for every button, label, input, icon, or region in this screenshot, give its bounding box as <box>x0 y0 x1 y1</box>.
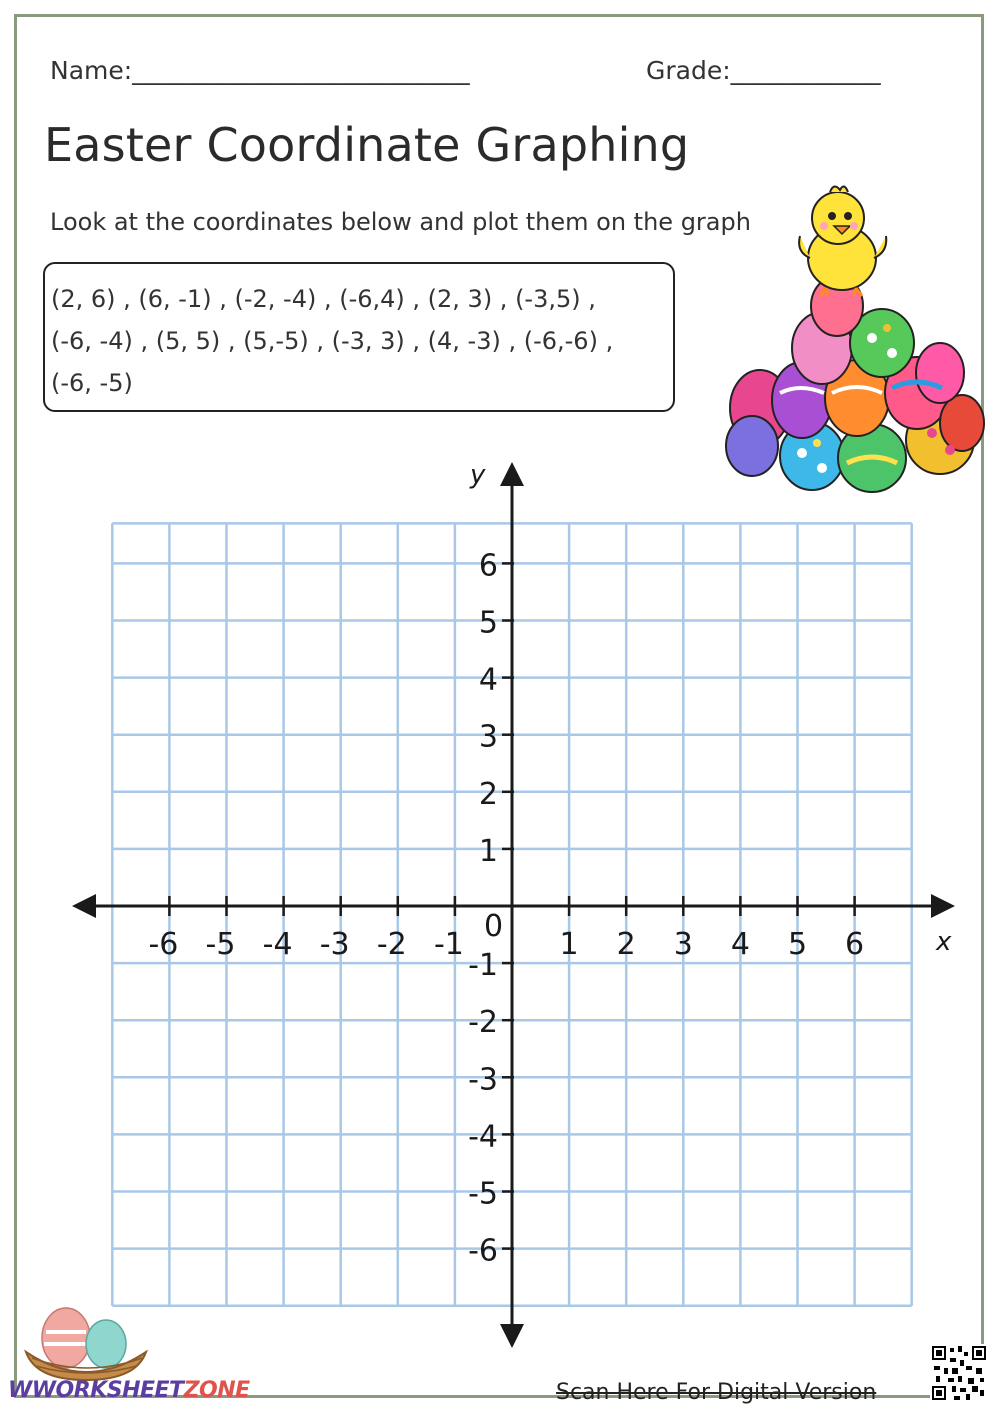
x-axis-arrow-right <box>931 894 955 918</box>
x-tick-label: 3 <box>673 927 693 962</box>
origin-label: 0 <box>484 909 504 944</box>
x-axis-label: x <box>936 927 952 957</box>
axes <box>72 462 955 1348</box>
y-tick-label: -4 <box>468 1119 498 1155</box>
x-tick-label: 5 <box>787 927 808 962</box>
y-tick-label: -2 <box>468 1005 498 1041</box>
instructions-text: Look at the coordinates below and plot them on the graph <box>50 208 751 236</box>
x-tick-label: 1 <box>559 927 579 962</box>
scan-here-text: Scan Here For Digital Version <box>556 1380 877 1405</box>
x-tick-label: 6 <box>845 927 865 962</box>
coordinates-line: (-6, -4) , (5, 5) , (5,-5) , (-3, 3) , (4, -3) , (-6,-6) , <box>51 327 614 355</box>
x-tick-label: -1 <box>433 927 464 962</box>
x-tick-label: -6 <box>148 927 179 962</box>
name-field[interactable]: Name:___________________________ <box>50 56 470 85</box>
y-tick-label: 4 <box>478 662 498 698</box>
logo-mark-icon: W <box>8 1378 32 1403</box>
coordinates-line: (2, 6) , (6, -1) , (-2, -4) , (-6,4) , (2, 3) , (-3,5) , <box>51 285 596 313</box>
y-axis-arrow-up <box>500 462 524 486</box>
worksheetzone-logo[interactable] <box>8 1378 250 1403</box>
x-tick-label: 4 <box>730 927 750 962</box>
y-tick-label: -6 <box>468 1233 498 1269</box>
easter-egg-icon <box>42 1308 90 1368</box>
y-tick-label: -3 <box>468 1062 498 1098</box>
x-tick-label: -2 <box>376 927 407 962</box>
y-tick-label: 5 <box>478 605 498 641</box>
y-tick-label: 6 <box>478 548 498 584</box>
y-axis-label: y <box>470 460 486 490</box>
x-tick-label: -3 <box>319 927 350 962</box>
y-tick-label: 2 <box>478 776 498 812</box>
y-axis-arrow-down <box>500 1324 524 1348</box>
grade-field[interactable]: Grade:____________ <box>646 56 881 85</box>
qr-code-icon[interactable] <box>930 1344 988 1402</box>
x-tick-label: 2 <box>616 927 636 962</box>
logo-text-zone: ZONE <box>183 1378 250 1403</box>
x-tick-label: -4 <box>262 927 293 962</box>
y-tick-label: 3 <box>478 719 498 755</box>
page-title: Easter Coordinate Graphing <box>44 118 690 172</box>
logo-text-worksheet: WORKSHEET <box>31 1378 184 1403</box>
y-tick-label: -1 <box>468 948 498 984</box>
y-tick-label: -5 <box>468 1176 498 1212</box>
x-tick-label: -5 <box>205 927 236 962</box>
coordinates-line: (-6, -5) <box>51 369 133 397</box>
y-tick-label: 1 <box>478 833 498 869</box>
tick-labels <box>148 548 864 1268</box>
nest-eggs-illustration <box>6 1302 156 1382</box>
x-axis-arrow-left <box>72 894 96 918</box>
easter-egg-icon <box>86 1320 126 1368</box>
